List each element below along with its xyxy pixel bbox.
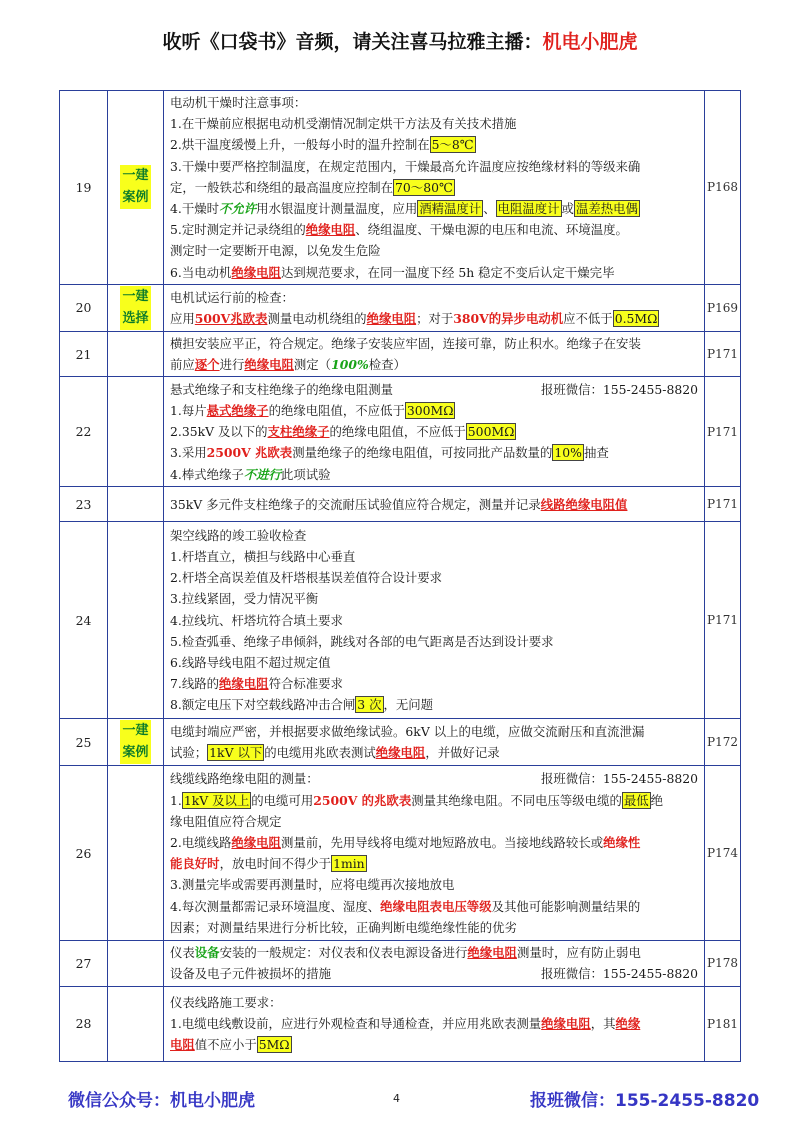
page-reference: P169 <box>705 284 741 331</box>
table-row <box>60 377 741 487</box>
exam-tag <box>108 986 164 1061</box>
content-line: 35kV 多元件支柱绝缘子的交流耐压试验值应符合规定，测量并记录线路绝缘电阻值 <box>170 496 628 512</box>
content-line: 定，一般铁芯和绕组的最高温度应控制在 70～80℃ <box>170 179 453 195</box>
page-header <box>0 27 800 54</box>
page-footer <box>0 1086 800 1114</box>
table-row <box>60 522 741 719</box>
content-line: 线缆线路绝缘电阻的测量： 报班微信：155-2455-8820 <box>170 768 698 789</box>
row-content <box>164 941 705 986</box>
content-line: 5.定时测定并记录绕组的绝缘电阻、绕组温度、干燥电源的电压和电流、环境温度。 <box>170 222 628 238</box>
content-line: 1. 1kV 及以上 的电缆可用2500V 的兆欧表测量其绝缘电阻。不同电压等级电缆的 最低 绝 <box>170 792 664 808</box>
notes-table <box>59 90 741 1062</box>
table-row <box>60 941 741 986</box>
exam-tag <box>108 284 164 331</box>
content-line: 能良好时，放电时间不得少于 1min <box>170 856 365 872</box>
page-reference: P171 <box>705 331 741 376</box>
table-row <box>60 284 741 331</box>
row-content <box>164 522 705 719</box>
header-prefix: 收听《口袋书》音频，请关注喜马拉雅主播： <box>162 31 543 53</box>
content-line: 4.棒式绝缘子不进行此项试验 <box>170 466 331 482</box>
content-line: 5.检查弧垂、绝缘子串倾斜，跳线对各部的电气距离是否达到设计要求 <box>170 633 554 649</box>
content-line: 4.干燥时不允许用水银温度计测量温度，应用 酒精温度计 、 电阻温度计 或 温差热电偶 <box>170 201 638 217</box>
exam-tag <box>108 941 164 986</box>
content-line: 电动机干燥时注意事项： <box>170 95 307 110</box>
wechat-contact: 报班微信：155-2455-8820 <box>540 966 698 982</box>
exam-tag <box>108 91 164 285</box>
content-line: 1.杆塔直立，横担与线路中心垂直 <box>170 549 356 565</box>
page-reference: P171 <box>705 522 741 719</box>
row-content <box>164 284 705 331</box>
row-number: 27 <box>60 941 108 986</box>
exam-tag <box>108 487 164 522</box>
footer-wechat-account: 微信公众号：机电小肥虎 <box>68 1091 255 1111</box>
exam-tag <box>108 522 164 719</box>
page-reference: P171 <box>705 377 741 487</box>
page-reference: P174 <box>705 766 741 941</box>
exam-tag <box>108 377 164 487</box>
content-line: 试验； 1kV 以下 的电缆用兆欧表测试绝缘电阻，并做好记录 <box>170 745 500 761</box>
tag-label: 一建 选择 <box>120 286 150 330</box>
table-row <box>60 719 741 766</box>
content-line: 1.电缆电线敷设前，应进行外观检查和导通检查，并应用兆欧表测量绝缘电阻，其绝缘 <box>170 1016 641 1032</box>
table-row <box>60 986 741 1061</box>
content-line: 电阻值不应小于 5MΩ <box>170 1037 290 1053</box>
row-content <box>164 766 705 941</box>
row-content <box>164 377 705 487</box>
exam-tag <box>108 331 164 376</box>
content-line: 8.额定电压下对空载线路冲击合闸 3 次 ，无问题 <box>170 697 434 713</box>
row-number: 26 <box>60 766 108 941</box>
tag-label: 一建 案例 <box>120 165 150 209</box>
content-line: 4.拉线坑、杆塔坑符合填土要求 <box>170 612 343 628</box>
content-line: 横担安装应平正，符合规定。绝缘子安装应牢固，连接可靠，防止积水。绝缘子在安装 <box>170 335 641 351</box>
content-line: 1.在干燥前应根据电动机受潮情况制定烘干方法及有关技术措施 <box>170 116 517 132</box>
exam-tag <box>108 766 164 941</box>
table-row <box>60 766 741 941</box>
row-content <box>164 487 705 522</box>
content-line: 6.当电动机绝缘电阻达到规范要求，在同一温度下经 5h 稳定不变后认定干燥完毕 <box>170 264 615 280</box>
content-line: 悬式绝缘子和支柱绝缘子的绝缘电阻测量 报班微信：155-2455-8820 <box>170 379 698 400</box>
content-line: 仪表设备安装的一般规定：对仪表和仪表电源设备进行绝缘电阻测量时，应有防止弱电 <box>170 945 641 961</box>
row-content <box>164 331 705 376</box>
table-row <box>60 91 741 285</box>
row-number: 19 <box>60 91 108 285</box>
page-reference: P181 <box>705 986 741 1061</box>
content-line: 3.采用2500V 兆欧表测量绝缘子的绝缘电阻值，可按同批产品数量的 10% 抽查 <box>170 445 609 461</box>
header-brand: 机电小肥虎 <box>542 31 638 53</box>
content-line: 应用500V兆欧表测量电动机绕组的绝缘电阻；对于380V的异步电动机应不低于 0.5MΩ <box>170 310 658 326</box>
content-line: 因素；对测量结果进行分析比较，正确判断电缆绝缘性能的优劣 <box>170 919 517 935</box>
content-line: 7.线路的绝缘电阻符合标准要求 <box>170 676 343 692</box>
table-row <box>60 331 741 376</box>
row-number: 22 <box>60 377 108 487</box>
content-line: 电机试运行前的检查： <box>170 289 294 305</box>
content-line: 设备及电子元件被损坏的措施 报班微信：155-2455-8820 <box>170 963 698 984</box>
footer-wechat-contact: 报班微信：155-2455-8820 <box>530 1091 760 1111</box>
row-content <box>164 719 705 766</box>
row-number: 25 <box>60 719 108 766</box>
content-line: 3.干燥中要严格控制温度，在规定范围内，干燥最高允许温度应按绝缘材料的等级来确 <box>170 158 641 174</box>
content-line: 2.35kV 及以下的支柱绝缘子的绝缘电阻值，不应低于 500MΩ <box>170 424 515 440</box>
content-line: 仪表线路施工要求： <box>170 994 282 1010</box>
exam-tag <box>108 719 164 766</box>
content-line: 6.线路导线电阻不超过规定值 <box>170 655 331 671</box>
content-line: 3.测量完毕或需要再测量时，应将电缆再次接地放电 <box>170 877 455 893</box>
row-number: 24 <box>60 522 108 719</box>
content-line: 3.拉线紧固，受力情况平衡 <box>170 591 319 607</box>
content-line: 4.每次测量都需记录环境温度、湿度、绝缘电阻表电压等级及其他可能影响测量结果的 <box>170 898 641 914</box>
content-line: 2.杆塔全高误差值及杆塔根基误差值符合设计要求 <box>170 570 443 586</box>
content-line: 2.电缆线路绝缘电阻测量前，先用导线将电缆对地短路放电。当接地线路较长或绝缘性 <box>170 835 641 851</box>
page-reference: P172 <box>705 719 741 766</box>
content-line: 2.烘干温度缓慢上升，一般每小时的温升控制在 5～8℃ <box>170 137 474 153</box>
row-number: 20 <box>60 284 108 331</box>
content-line: 前应逐个进行绝缘电阻测定（100%检查） <box>170 357 406 373</box>
row-content <box>164 986 705 1061</box>
page-number: 4 <box>393 1092 400 1105</box>
table-row <box>60 487 741 522</box>
row-content <box>164 91 705 285</box>
tag-label: 一建 案例 <box>120 720 150 764</box>
content-line: 1.每片悬式绝缘子的绝缘电阻值，不应低于 300MΩ <box>170 402 454 418</box>
content-line: 电缆封端应严密，并根据要求做绝缘试验。6kV 以上的电缆，应做交流耐压和直流泄漏 <box>170 724 645 740</box>
page-reference: P168 <box>705 91 741 285</box>
row-number: 23 <box>60 487 108 522</box>
row-number: 28 <box>60 986 108 1061</box>
wechat-contact: 报班微信：155-2455-8820 <box>540 381 698 397</box>
page-reference: P178 <box>705 941 741 986</box>
content-line: 测定时一定要断开电源，以免发生危险 <box>170 243 381 259</box>
content-line: 缘电阻值应符合规定 <box>170 813 282 829</box>
page-reference: P171 <box>705 487 741 522</box>
row-number: 21 <box>60 331 108 376</box>
wechat-contact: 报班微信：155-2455-8820 <box>540 771 698 787</box>
content-line: 架空线路的竣工验收检查 <box>170 527 307 543</box>
